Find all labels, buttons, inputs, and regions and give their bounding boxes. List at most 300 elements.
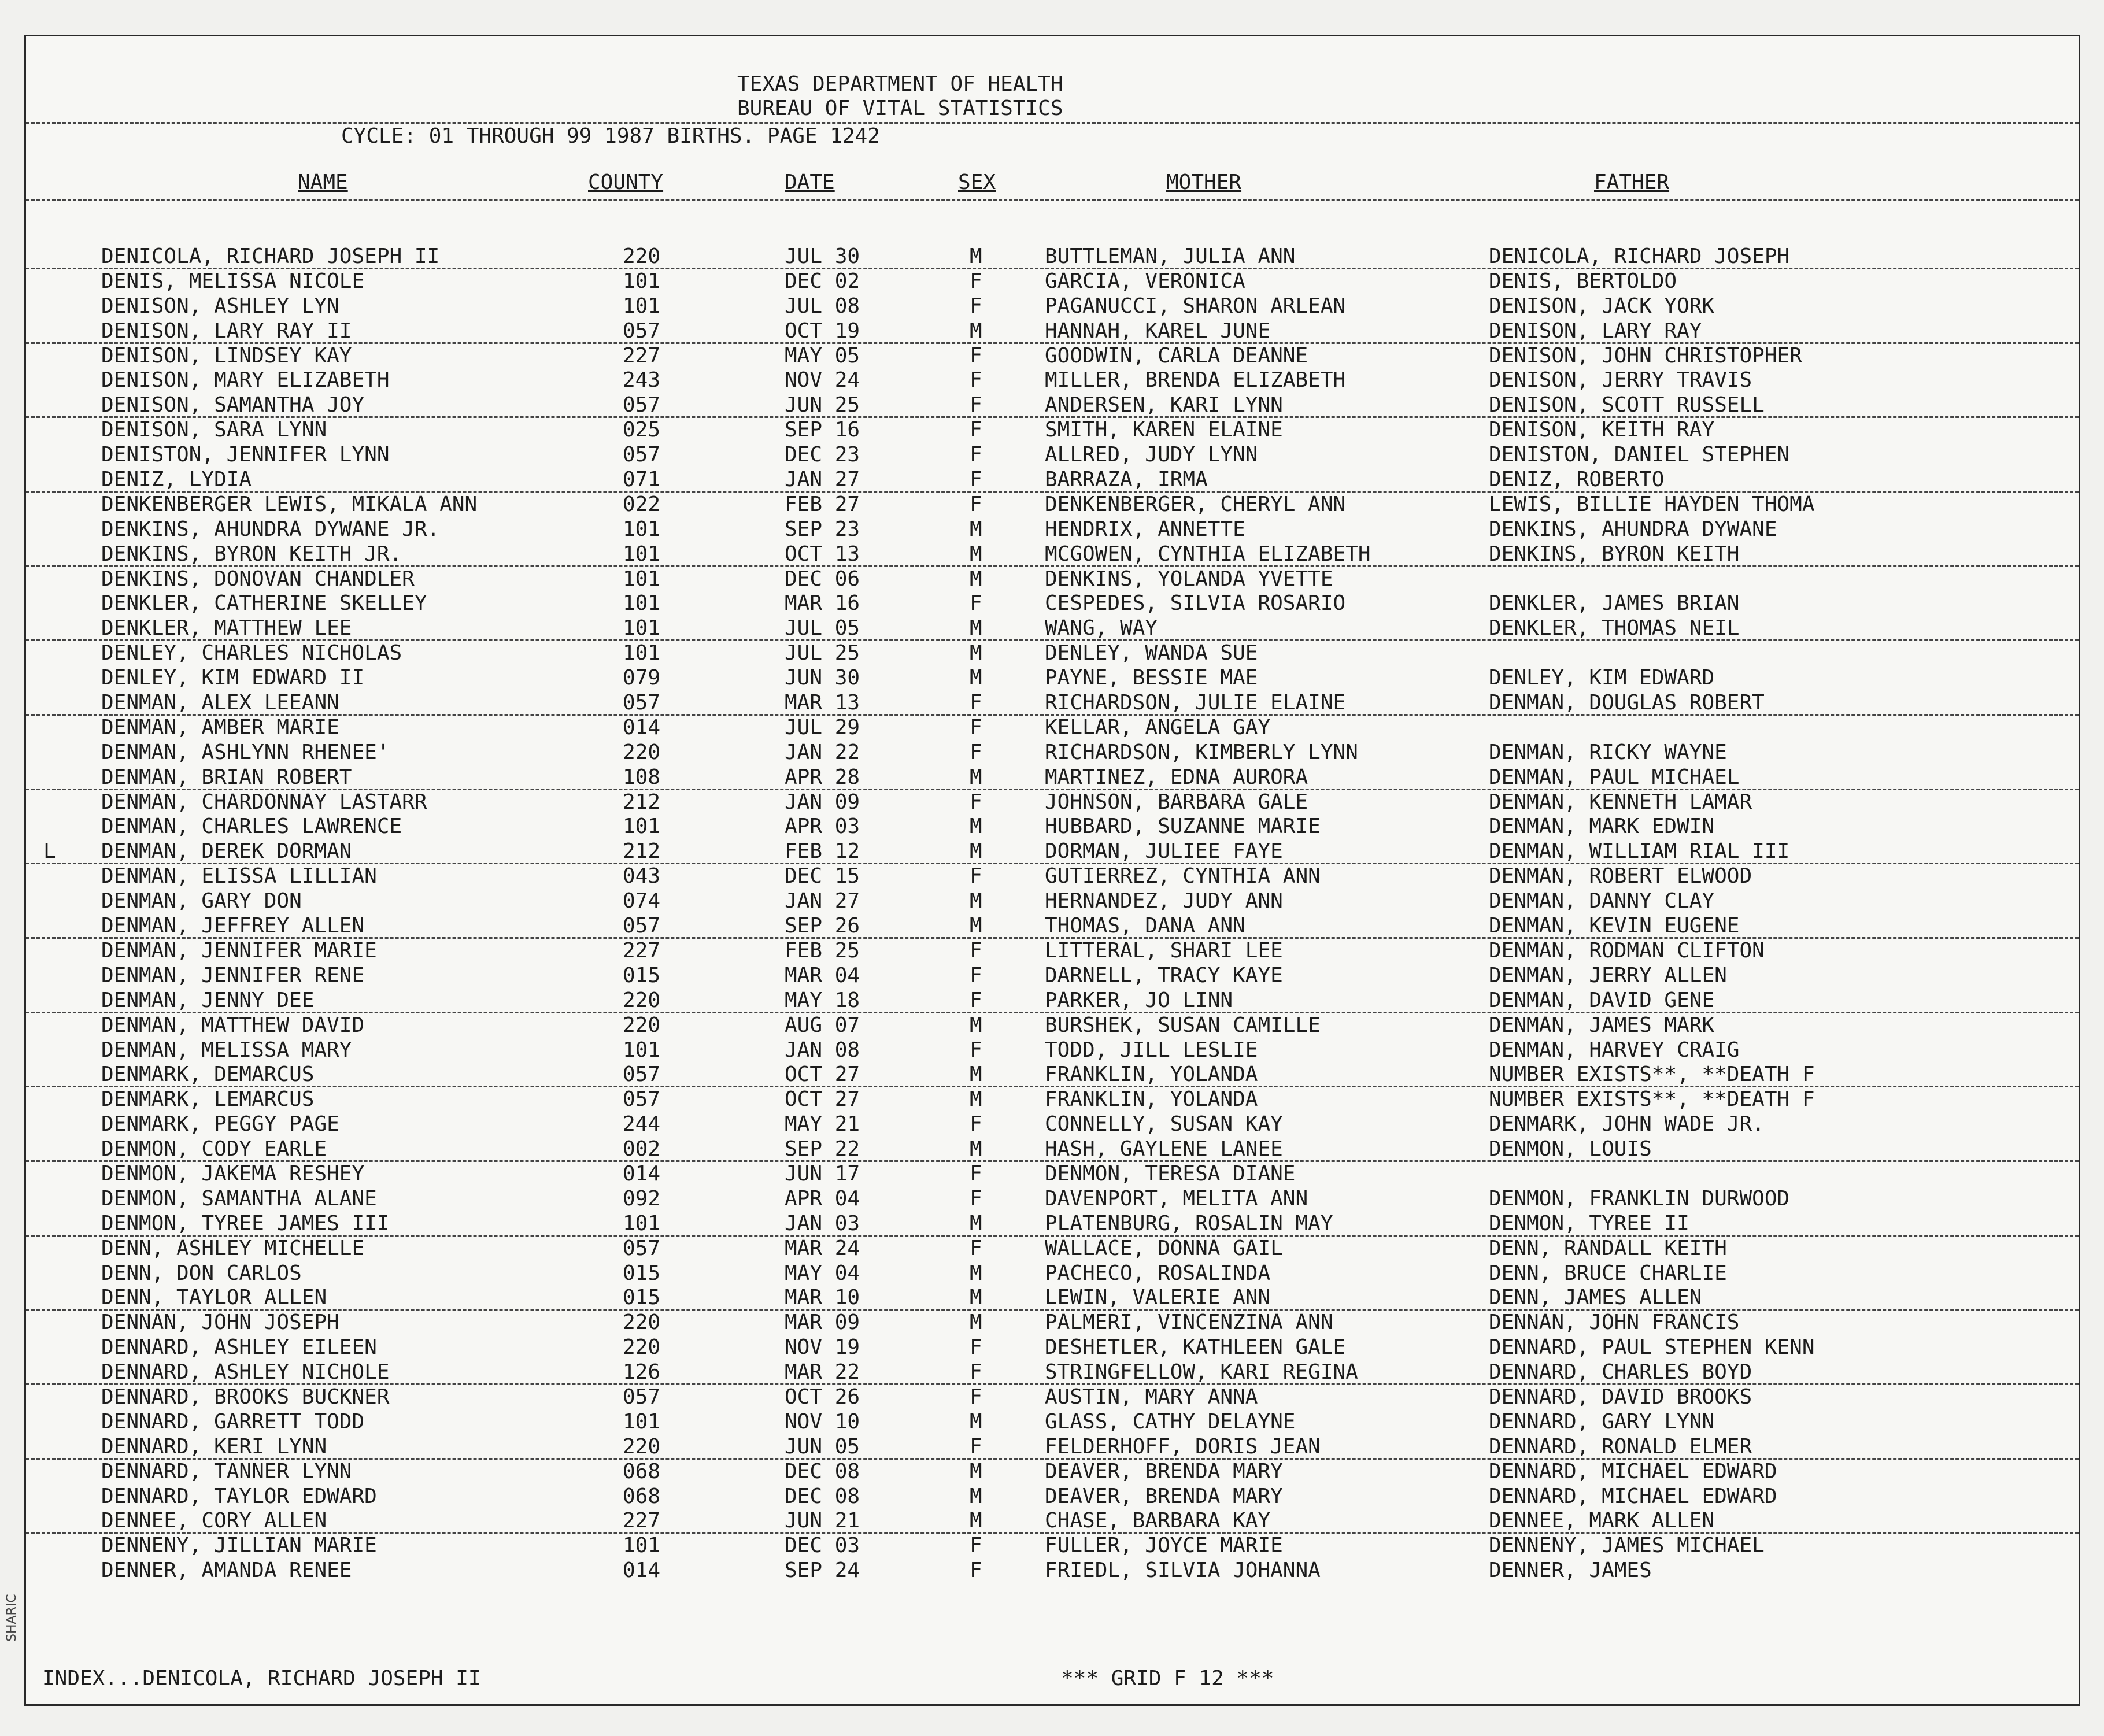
cell-sex: F [970,393,982,417]
cell-father: DENKINS, AHUNDRA DYWANE [1489,517,1777,541]
cell-date: JUL 30 [785,245,860,268]
cell-sex: M [970,914,982,938]
cell-sex: F [970,1534,982,1558]
cell-county: 101 [623,616,661,641]
cell-father: DENMAN, RICKY WAYNE [1489,740,1727,764]
cell-name: DENISTON, JENNIFER LYNN [101,443,390,467]
table-row [26,666,2079,691]
cell-mother: BURSHEK, SUSAN CAMILLE [1045,1013,1321,1037]
cell-father: DENMON, TYREE II [1489,1211,1689,1235]
cell-county: 057 [623,1236,661,1260]
table-row [26,542,2079,567]
cell-date: OCT 13 [785,542,860,566]
cell-father: DENMAN, DOUGLAS ROBERT [1489,691,1765,715]
cell-mother: RICHARDSON, JULIE ELAINE [1045,691,1346,715]
cell-sex: M [970,517,982,541]
cell-county: 108 [623,765,661,789]
cell-father: DENKLER, JAMES BRIAN [1489,591,1740,616]
cell-county: 101 [623,517,661,541]
cell-sex: M [970,889,982,913]
cycle-line: CYCLE: 01 THROUGH 99 1987 BIRTHS. PAGE 1242 [341,124,880,148]
cell-date: APR 28 [785,765,860,789]
cell-county: 057 [623,691,661,715]
cell-name: DENNARD, KERI LYNN [101,1434,327,1459]
cell-date: NOV 19 [785,1335,860,1360]
cell-name: DENMAN, ALEX LEEANN [101,691,339,715]
cell-mother: GLASS, CATHY DELAYNE [1045,1409,1296,1434]
cell-mother: THOMAS, DANA ANN [1045,914,1245,938]
cell-mother: PALMERI, VINCENZINA ANN [1045,1311,1333,1335]
cell-mother: HERNANDEZ, JUDY ANN [1045,889,1283,913]
cell-name: DENICOLA, RICHARD JOSEPH II [101,245,440,268]
cell-county: 220 [623,1335,661,1360]
cell-name: DENMAN, JENNY DEE [101,988,315,1012]
cell-sex: F [970,343,982,368]
table-row [26,1212,2079,1237]
cell-mother: DENLEY, WANDA SUE [1045,641,1258,665]
cell-date: JAN 09 [785,790,860,814]
cell-sex: M [970,1484,982,1508]
cell-mother: FELDERHOFF, DORIS JEAN [1045,1434,1321,1459]
table-row [26,1013,2079,1038]
cell-father: DENICOLA, RICHARD JOSEPH [1489,245,1790,268]
cell-date: MAR 09 [785,1311,860,1335]
cell-name: DENNARD, TANNER LYNN [101,1459,352,1483]
cell-mother: PARKER, JO LINN [1045,988,1233,1012]
cell-date: OCT 26 [785,1385,860,1409]
cell-sex: F [970,468,982,492]
cell-county: 025 [623,418,661,442]
cell-name: DENMAN, JEFFREY ALLEN [101,914,365,938]
cell-sex: M [970,542,982,566]
cell-date: JUN 05 [785,1434,860,1459]
cell-date: SEP 16 [785,418,860,442]
table-row [26,616,2079,641]
cell-county: 101 [623,1038,661,1062]
cell-sex: F [970,294,982,318]
cell-sex: M [970,1286,982,1310]
cell-date: JUL 08 [785,294,860,318]
cell-county: 220 [623,740,661,764]
table-row [26,468,2079,493]
col-date: DATE [785,171,835,194]
cell-county: 015 [623,1286,661,1310]
cell-name: DENMARK, DEMARCUS [101,1063,315,1087]
cell-date: AUG 07 [785,1013,860,1037]
table-row [26,1385,2079,1410]
table-row [26,418,2079,443]
cell-father: DENNARD, RONALD ELMER [1489,1434,1752,1459]
cell-date: APR 04 [785,1186,860,1211]
cell-county: 220 [623,1013,661,1037]
cell-mother: MCGOWEN, CYNTHIA ELIZABETH [1045,542,1371,566]
cell-father: DENISON, JERRY TRAVIS [1489,368,1752,393]
cell-date: JAN 22 [785,740,860,764]
cell-mother: PACHECO, ROSALINDA [1045,1261,1271,1285]
table-row [26,864,2079,889]
cell-date: JUN 17 [785,1161,860,1186]
cell-sex: F [970,715,982,739]
cell-date: DEC 02 [785,269,860,293]
table-row [26,1087,2079,1112]
cell-county: 014 [623,1559,661,1583]
cell-sex: F [970,591,982,616]
cell-sex: M [970,1509,982,1533]
cell-county: 220 [623,988,661,1012]
records-table [26,245,2079,1583]
cell-name: DENNARD, ASHLEY EILEEN [101,1335,377,1360]
cell-name: DENKLER, MATTHEW LEE [101,616,352,641]
cell-sex: F [970,1112,982,1137]
cell-father: DENMAN, MARK EDWIN [1489,815,1715,839]
cell-sex: M [970,839,982,864]
cell-mother: GOODWIN, CARLA DEANNE [1045,343,1308,368]
cell-date: FEB 12 [785,839,860,864]
cell-sex: M [970,616,982,641]
cell-father: DENMAN, PAUL MICHAEL [1489,765,1740,789]
cell-father: DENN, RANDALL KEITH [1489,1236,1727,1260]
cell-father: DENISON, LARY RAY [1489,319,1702,343]
cell-county: 057 [623,914,661,938]
table-row [26,914,2079,939]
cell-county: 101 [623,1211,661,1235]
cell-mother: FULLER, JOYCE MARIE [1045,1534,1283,1558]
cell-county: 101 [623,567,661,591]
cell-mother: MILLER, BRENDA ELIZABETH [1045,368,1346,393]
cell-name: DENKINS, DONOVAN CHANDLER [101,567,415,591]
cell-mother: STRINGFELLOW, KARI REGINA [1045,1360,1358,1385]
table-row [26,245,2079,269]
cell-county: 212 [623,839,661,864]
cell-name: DENISON, LARY RAY II [101,319,352,343]
cell-name: DENMON, SAMANTHA ALANE [101,1186,377,1211]
cell-county: 057 [623,1385,661,1409]
cell-county: 057 [623,1063,661,1087]
cell-name: DENMARK, PEGGY PAGE [101,1112,339,1137]
cell-sex: M [970,815,982,839]
cell-sex: M [970,1137,982,1161]
table-row [26,493,2079,517]
cell-father: DENNARD, GARY LYNN [1489,1409,1715,1434]
cell-date: JUL 05 [785,616,860,641]
cell-county: 057 [623,319,661,343]
table-row [26,1187,2079,1212]
cell-county: 101 [623,1534,661,1558]
cell-date: DEC 03 [785,1534,860,1558]
cell-sex: M [970,641,982,665]
cell-county: 227 [623,1509,661,1533]
cell-mother: HUBBARD, SUZANNE MARIE [1045,815,1321,839]
table-row [26,567,2079,592]
cell-sex: F [970,864,982,889]
margin-mark: L [43,839,56,864]
cell-date: JAN 03 [785,1211,860,1235]
cell-mother: WALLACE, DONNA GAIL [1045,1236,1283,1260]
cell-name: DENMAN, CHARLES LAWRENCE [101,815,402,839]
cell-mother: KELLAR, ANGELA GAY [1045,715,1271,739]
cell-date: APR 03 [785,815,860,839]
cell-county: 002 [623,1137,661,1161]
cell-mother: HASH, GAYLENE LANEE [1045,1137,1283,1161]
table-row [26,889,2079,914]
table-row [26,1063,2079,1087]
cell-mother: BUTTLEMAN, JULIA ANN [1045,245,1296,268]
table-row [26,1435,2079,1460]
cell-father: DENNER, JAMES [1489,1559,1652,1583]
cell-name: DENNARD, BROOKS BUCKNER [101,1385,390,1409]
cell-date: JAN 27 [785,468,860,492]
cell-name: DENMAN, JENNIFER MARIE [101,938,377,963]
cell-date: DEC 08 [785,1484,860,1508]
cell-mother: DENMON, TERESA DIANE [1045,1161,1296,1186]
cell-date: MAR 10 [785,1286,860,1310]
table-row [26,1360,2079,1385]
cell-date: FEB 25 [785,938,860,963]
cell-county: 057 [623,443,661,467]
cell-sex: F [970,740,982,764]
cell-date: NOV 10 [785,1409,860,1434]
cell-county: 092 [623,1186,661,1211]
cell-county: 015 [623,963,661,987]
cell-sex: M [970,1261,982,1285]
cell-father: DENMAN, DANNY CLAY [1489,889,1715,913]
cell-mother: HANNAH, KAREL JUNE [1045,319,1271,343]
cell-date: MAY 04 [785,1261,860,1285]
cell-date: MAR 16 [785,591,860,616]
cell-sex: F [970,368,982,393]
cell-father: DENN, BRUCE CHARLIE [1489,1261,1727,1285]
cell-name: DENKLER, CATHERINE SKELLEY [101,591,427,616]
cell-date: SEP 23 [785,517,860,541]
report-header [737,72,1063,121]
table-row [26,1410,2079,1435]
table-row [26,294,2079,319]
cell-sex: M [970,1211,982,1235]
cell-sex: F [970,1385,982,1409]
cell-date: SEP 26 [785,914,860,938]
cell-mother: PAGANUCCI, SHARON ARLEAN [1045,294,1346,318]
cell-county: 074 [623,889,661,913]
department-title: TEXAS DEPARTMENT OF HEALTH [737,72,1063,96]
cell-name: DENIZ, LYDIA [101,468,252,492]
cell-sex: F [970,1186,982,1211]
cell-father: NUMBER EXISTS**, **DEATH F [1489,1087,1815,1112]
cell-county: 101 [623,591,661,616]
cell-name: DENMAN, AMBER MARIE [101,715,339,739]
cell-sex: M [970,1087,982,1112]
cell-mother: ALLRED, JUDY LYNN [1045,443,1258,467]
cell-county: 101 [623,542,661,566]
cell-sex: F [970,1236,982,1260]
cell-sex: F [970,1161,982,1186]
cell-date: MAR 04 [785,963,860,987]
cell-father: DENMAN, JAMES MARK [1489,1013,1715,1037]
table-row [26,344,2079,369]
cell-county: 101 [623,269,661,293]
table-row [26,591,2079,616]
cell-date: MAR 24 [785,1236,860,1260]
cell-county: 068 [623,1459,661,1483]
cell-date: DEC 06 [785,567,860,591]
cell-father: DENNARD, DAVID BROOKS [1489,1385,1752,1409]
cell-father: DENN, JAMES ALLEN [1489,1286,1702,1310]
cell-name: DENISON, LINDSEY KAY [101,343,352,368]
table-row [26,1137,2079,1162]
cell-county: 068 [623,1484,661,1508]
cell-county: 227 [623,938,661,963]
cell-name: DENMAN, BRIAN ROBERT [101,765,352,789]
cell-sex: F [970,938,982,963]
cell-name: DENNER, AMANDA RENEE [101,1559,352,1583]
table-row [26,443,2079,468]
cell-name: DENMAN, JENNIFER RENE [101,963,365,987]
cell-mother: TODD, JILL LESLIE [1045,1038,1258,1062]
cell-county: 057 [623,393,661,417]
cell-father: LEWIS, BILLIE HAYDEN THOMA [1489,492,1815,516]
col-sex: SEX [958,171,996,194]
cell-county: 101 [623,1409,661,1434]
cell-date: OCT 27 [785,1063,860,1087]
table-row [26,393,2079,418]
cell-father: DENNARD, CHARLES BOYD [1489,1360,1752,1385]
cell-county: 015 [623,1261,661,1285]
cell-date: DEC 08 [785,1459,860,1483]
cell-father: DENNARD, PAUL STEPHEN KENN [1489,1335,1815,1360]
table-row [26,1237,2079,1261]
table-row [26,319,2079,344]
cell-mother: JOHNSON, BARBARA GALE [1045,790,1308,814]
cell-father: DENMAN, HARVEY CRAIG [1489,1038,1740,1062]
cell-mother: GARCIA, VERONICA [1045,269,1245,293]
cell-name: DENMAN, CHARDONNAY LASTARR [101,790,427,814]
table-row [26,269,2079,294]
table-row [26,939,2079,964]
cell-county: 079 [623,666,661,690]
grid-label: *** GRID F 12 *** [1061,1667,1274,1690]
cell-father: DENMAN, KENNETH LAMAR [1489,790,1752,814]
table-row [26,790,2079,815]
col-mother: MOTHER [1166,171,1242,194]
cell-sex: F [970,691,982,715]
cell-mother: PAYNE, BESSIE MAE [1045,666,1258,690]
cell-name: DENMARK, LEMARCUS [101,1087,315,1112]
cell-father: DENIZ, ROBERTO [1489,468,1665,492]
cell-name: DENN, ASHLEY MICHELLE [101,1236,365,1260]
table-row [26,741,2079,765]
cell-date: MAY 18 [785,988,860,1012]
cell-date: DEC 23 [785,443,860,467]
table-row [26,1534,2079,1559]
cell-name: DENMON, CODY EARLE [101,1137,327,1161]
cell-county: 043 [623,864,661,889]
cell-father: DENNARD, MICHAEL EDWARD [1489,1484,1777,1508]
cell-date: SEP 22 [785,1137,860,1161]
cell-sex: M [970,765,982,789]
cell-name: DENISON, SAMANTHA JOY [101,393,365,417]
cell-father: DENMAN, ROBERT ELWOOD [1489,864,1752,889]
cell-date: MAY 05 [785,343,860,368]
cell-father: DENISTON, DANIEL STEPHEN [1489,443,1790,467]
columns-divider [26,199,2079,201]
cell-mother: WANG, WAY [1045,616,1158,641]
cell-mother: RICHARDSON, KIMBERLY LYNN [1045,740,1358,764]
cell-name: DENKENBERGER LEWIS, MIKALA ANN [101,492,478,516]
cell-name: DENNARD, ASHLEY NICHOLE [101,1360,390,1385]
cell-mother: AUSTIN, MARY ANNA [1045,1385,1258,1409]
cell-sex: F [970,1559,982,1583]
cell-date: JUL 29 [785,715,860,739]
cell-name: DENMAN, GARY DON [101,889,302,913]
cell-sex: M [970,319,982,343]
cell-sex: F [970,1335,982,1360]
cell-county: 220 [623,1311,661,1335]
cell-father: DENNENY, JAMES MICHAEL [1489,1534,1765,1558]
cell-sex: F [970,988,982,1012]
cell-mother: FRANKLIN, YOLANDA [1045,1087,1258,1112]
cell-sex: F [970,1360,982,1385]
cell-sex: F [970,790,982,814]
cell-mother: GUTIERREZ, CYNTHIA ANN [1045,864,1321,889]
cell-sex: F [970,1434,982,1459]
printout-sheet [24,35,2080,1706]
table-row [26,815,2079,839]
cell-father: DENLEY, KIM EDWARD [1489,666,1715,690]
table-row [26,839,2079,864]
col-father: FATHER [1594,171,1670,194]
cell-sex: F [970,492,982,516]
cell-mother: HENDRIX, ANNETTE [1045,517,1245,541]
table-row [26,368,2079,393]
cell-name: DENKINS, BYRON KEITH JR. [101,542,402,566]
cell-father: DENKINS, BYRON KEITH [1489,542,1740,566]
cell-father: DENMON, LOUIS [1489,1137,1652,1161]
table-row [26,1460,2079,1485]
col-county: COUNTY [588,171,664,194]
cell-county: 022 [623,492,661,516]
index-label: INDEX...DENICOLA, RICHARD JOSEPH II [42,1667,481,1690]
cell-name: DENISON, MARY ELIZABETH [101,368,390,393]
cell-county: 126 [623,1360,661,1385]
cell-mother: DEAVER, BRENDA MARY [1045,1484,1283,1508]
cell-county: 227 [623,343,661,368]
cell-name: DENMAN, ASHLYNN RHENEE' [101,740,390,764]
cell-name: DENMAN, MELISSA MARY [101,1038,352,1062]
cell-sex: F [970,269,982,293]
cell-county: 220 [623,245,661,268]
cell-county: 244 [623,1112,661,1137]
col-name: NAME [298,171,348,194]
cell-name: DENMON, TYREE JAMES III [101,1211,390,1235]
cell-county: 101 [623,641,661,665]
table-row [26,1509,2079,1534]
cell-name: DENNARD, TAYLOR EDWARD [101,1484,377,1508]
cell-father: DENISON, KEITH RAY [1489,418,1715,442]
cell-name: DENIS, MELISSA NICOLE [101,269,365,293]
cell-county: 101 [623,815,661,839]
cell-name: DENMON, JAKEMA RESHEY [101,1161,365,1186]
cell-date: JUL 25 [785,641,860,665]
table-row [26,716,2079,741]
cell-mother: FRANKLIN, YOLANDA [1045,1063,1258,1087]
cell-county: 243 [623,368,661,393]
table-row [26,765,2079,790]
cell-mother: DENKENBERGER, CHERYL ANN [1045,492,1346,516]
cell-mother: CONNELLY, SUSAN KAY [1045,1112,1283,1137]
cell-sex: M [970,666,982,690]
cell-sex: F [970,963,982,987]
cell-date: MAY 21 [785,1112,860,1137]
cell-sex: M [970,1459,982,1483]
